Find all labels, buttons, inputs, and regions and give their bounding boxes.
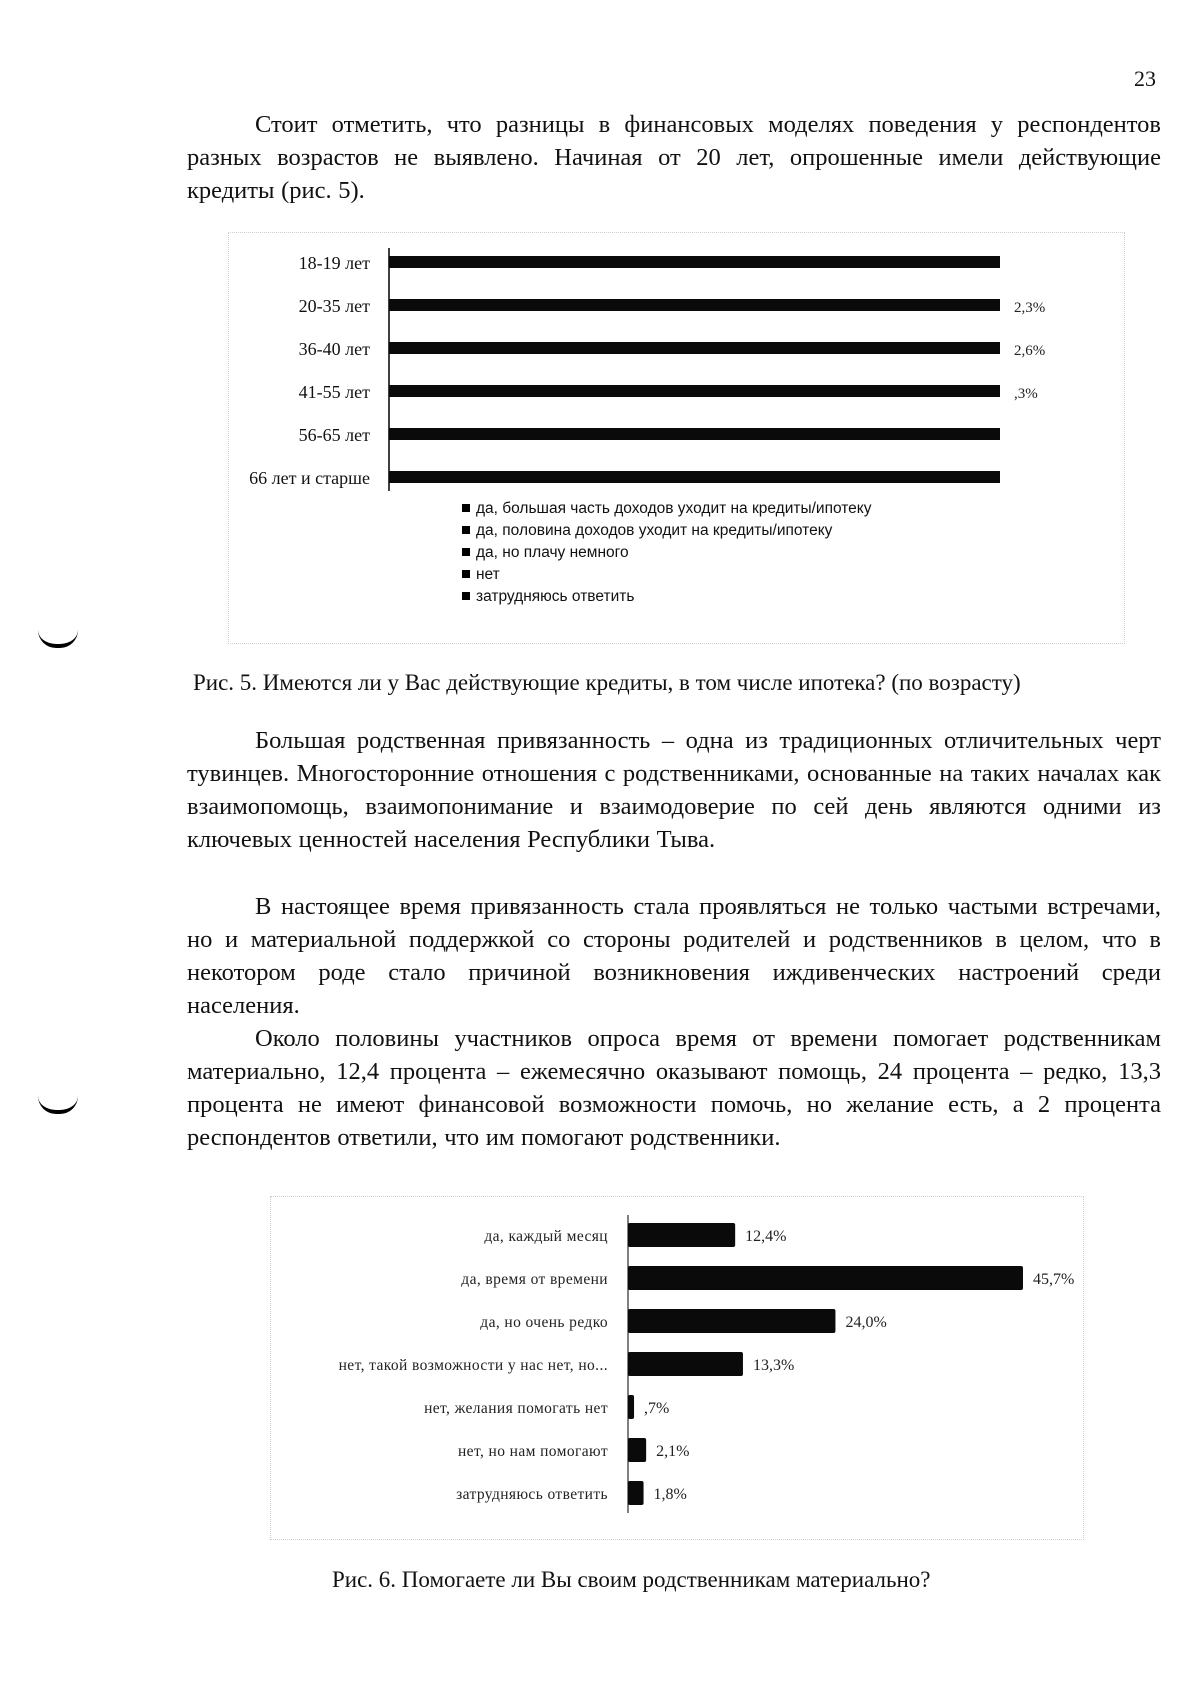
figure-6-bar <box>628 1309 835 1333</box>
figure-6-value-label: ,7% <box>644 1400 670 1417</box>
figure-5-legend <box>462 498 872 608</box>
paragraph-support: В настоящее время привязанность стала проявляться не только частыми встречами, но и материальной поддержкой со стороны родителей и родственников в целом, что в некотором роде стало причиной возникновения иждивенческих настроений среди населения. <box>187 893 1161 1019</box>
figure-5-value-label: 2,6% <box>1014 343 1046 359</box>
legend-label: да, большая часть доходов уходит на кредиты/ипотеку <box>476 500 872 517</box>
figure-5-legend-item <box>462 564 872 586</box>
figure-6-value-label: 45,7% <box>1033 1271 1075 1288</box>
paragraph-intro: Стоит отметить, что разницы в финансовых моделях поведения у респондентов разных возрастов не выявлено. Начиная от 20 лет, опрошенные имели действующие кредиты (рис. 5). <box>187 111 1161 204</box>
figure-5-bar <box>389 256 1000 268</box>
paragraph-kinship: Большая родственная привязанность – одна из традиционных отличительных черт тувинцев. Многосторонние отношения с родственниками, основанные на таких началах как взаимопомощь, взаимопонимание и взаимодоверие по сей день являются одними из ключевых ценностей населения Республики Тыва. <box>187 727 1161 853</box>
figure-6-category-label: затрудняюсь ответить <box>456 1486 608 1503</box>
figure-5-category-label: 66 лет и старше <box>249 468 370 488</box>
figure-5-category-label: 18-19 лет <box>298 253 370 273</box>
figure-6-category-label: да, каждый месяц <box>484 1228 608 1245</box>
figure-6-category-label: да, но очень редко <box>480 1314 608 1331</box>
figure-5-bar <box>389 299 1000 311</box>
legend-swatch <box>462 548 470 556</box>
page-number: 23 <box>1134 66 1156 91</box>
figure-5-legend-item <box>462 498 872 520</box>
figure-5-bar <box>389 385 1000 397</box>
figure-6-caption: Рис. 6. Помогаете ли Вы своим родственникам материально? <box>332 1567 931 1592</box>
figure-5-legend-item <box>462 586 872 608</box>
figure-5-legend-item <box>462 520 872 542</box>
figure-5-category-label: 56-65 лет <box>298 425 370 445</box>
figure-5-category-label: 36-40 лет <box>298 339 370 359</box>
figure-6-bar <box>628 1395 634 1419</box>
legend-label: да, половина доходов уходит на кредиты/ипотеку <box>476 522 833 539</box>
figure-5-value-label: ,3% <box>1014 386 1038 402</box>
figure-6-value-label: 24,0% <box>845 1314 887 1331</box>
figure-6-category-label: нет, но нам помогают <box>457 1443 608 1460</box>
figure-6-value-label: 13,3% <box>752 1357 795 1374</box>
figure-6-value-label: 12,4% <box>745 1228 787 1245</box>
legend-swatch <box>462 570 470 578</box>
legend-label: да, но плачу немного <box>476 544 629 561</box>
figure-6-category-label: да, время от времени <box>461 1271 608 1288</box>
figure-6-category-label: нет, такой возможности у нас нет, но... <box>338 1357 608 1374</box>
legend-label: затрудняюсь ответить <box>476 588 635 605</box>
paragraph-survey: Около половины участников опроса время от времени помогает родственникам материально, 12,4 процента – ежемесячно оказывают помощь, 24 процента – редко, 13,3 процента не имеют финансовой возможности помочь, но желание есть, а 2 процента респондентов ответили, что им помогают родственники. <box>187 1025 1161 1151</box>
legend-swatch <box>462 504 470 512</box>
legend-swatch <box>462 526 470 534</box>
figure-6-chart <box>0 1150 1200 1570</box>
legend-label: нет <box>476 566 500 583</box>
figure-6-value-label: 1,8% <box>653 1486 687 1503</box>
binding-mark <box>38 1096 78 1114</box>
figure-5-caption: Рис. 5. Имеются ли у Вас действующие кредиты, в том числе ипотека? (по возрасту) <box>193 670 1021 695</box>
figure-5-legend-item <box>462 542 872 564</box>
figure-6-bar <box>628 1266 1023 1290</box>
figure-6-bar <box>628 1352 743 1376</box>
figure-6-category-label: нет, желания помогать нет <box>424 1400 608 1417</box>
figure-6-bar <box>628 1481 644 1505</box>
figure-5-bar <box>389 471 1000 483</box>
figure-6-value-label: 2,1% <box>656 1443 690 1460</box>
figure-5-category-label: 41-55 лет <box>298 382 370 402</box>
legend-swatch <box>462 592 470 600</box>
figure-6-bar <box>628 1438 646 1462</box>
figure-5-category-label: 20-35 лет <box>298 296 370 316</box>
figure-5-bar <box>389 342 1000 354</box>
figure-6-bar <box>628 1223 735 1247</box>
figure-5-value-label: 2,3% <box>1014 300 1046 316</box>
figure-5-bar <box>389 428 1000 440</box>
